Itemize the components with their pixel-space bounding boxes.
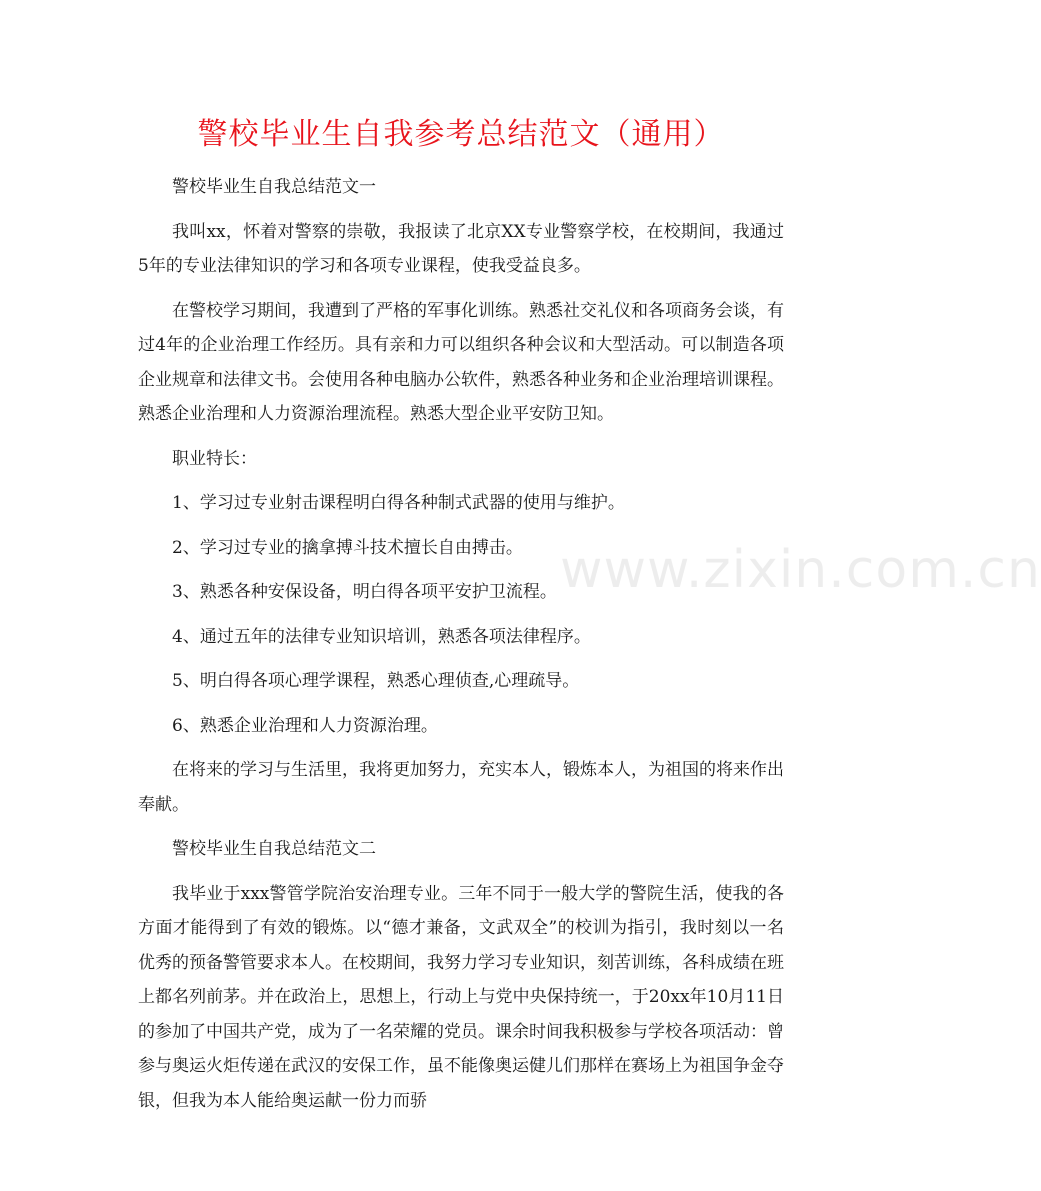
skills-heading: 职业特长：: [172, 448, 257, 469]
section2-heading: 警校毕业生自我总结范文二: [172, 839, 376, 859]
section1-heading: 警校毕业生自我总结范文一: [172, 177, 376, 197]
skill-item-1: 1、学习过专业射击课程明白得各种制式武器的使用与维护。: [172, 493, 625, 513]
document-page: [138, 112, 784, 1128]
skill-item-2: 2、学习过专业的擒拿搏斗技术擅长自由搏击。: [172, 537, 523, 558]
section2-paragraph: 我毕业于xxx警管学院治安治理专业。三年不同于一般大学的警院生活，使我的各方面才能得到了有效的锻炼。以“德才兼备，文武双全”的校训为指引，我时刻以一名优秀的预备警管要求本人。在校期间，我努力学习专业知识，刻苦训练，各科成绩在班上都名列前茅。并在政治上，思想上，行动上与党中央保持统一，于20xx年10月11日的参加了中国共产党，成为了一名荣耀的党员。课余时间我积极参与学校各项活动：曾参与奥运火炬传递在武汉的安保工作，虽不能像奥运健儿们那样在赛场上为祖国争金夺银，但我为本人能给奥运献一份力而骄: [138, 883, 784, 1111]
document-title: 警校毕业生自我参考总结范文（通用）: [197, 117, 725, 152]
section1-paragraph-2: 在警校学习期间，我遭到了严格的军事化训练。熟悉社交礼仪和各项商务会谈，有过4年的企业治理工作经历。具有亲和力可以组织各种会议和大型活动。可以制造各项企业规章和法律文书。会使用各种电脑办公软件，熟悉各种业务和企业治理培训课程。熟悉企业治理和人力资源治理流程。熟悉大型企业平安防卫知。: [138, 300, 784, 424]
skill-item-4: 4、通过五年的法律专业知识培训，熟悉各项法律程序。: [172, 626, 591, 647]
skill-item-6: 6、熟悉企业治理和人力资源治理。: [172, 715, 438, 736]
section1-closing: 在将来的学习与生活里，我将更加努力，充实本人，锻炼本人，为祖国的将来作出奉献。: [138, 760, 784, 815]
section1-paragraph-1: 我叫xx，怀着对警察的崇敬，我报读了北京XX专业警察学校，在校期间，我通过5年的专业法律知识的学习和各项专业课程，使我受益良多。: [138, 221, 784, 276]
watermark-text: www.zixin.com.cn: [560, 540, 1041, 600]
skill-item-5: 5、明白得各项心理学课程，熟悉心理侦查,心理疏导。: [172, 671, 580, 691]
skill-item-3: 3、熟悉各种安保设备，明白得各项平安护卫流程。: [172, 582, 557, 602]
